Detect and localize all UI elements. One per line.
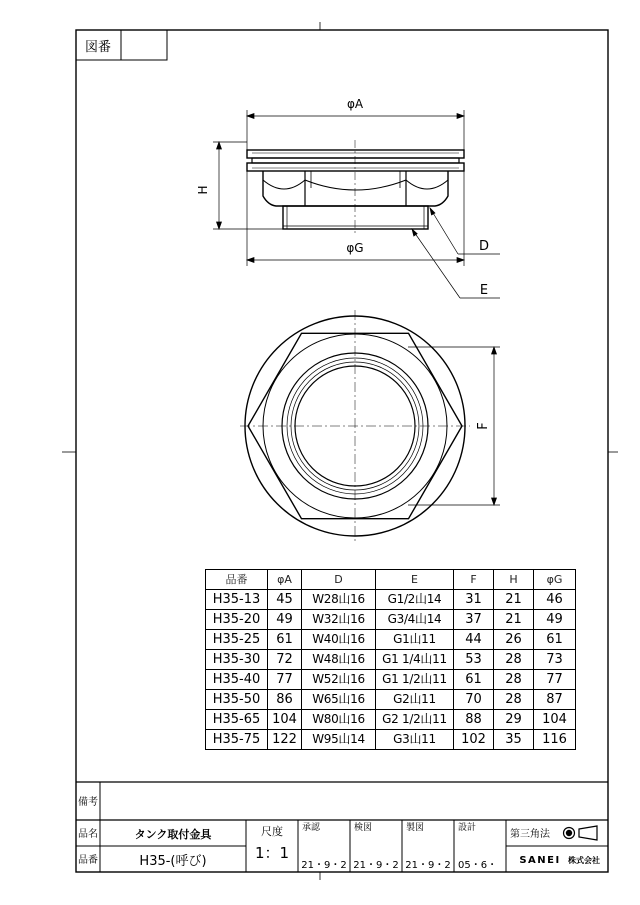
cell-e: G2山11 bbox=[376, 690, 454, 710]
cell-f: 31 bbox=[454, 590, 494, 610]
cell-h: 21 bbox=[494, 590, 534, 610]
cell-a: 45 bbox=[268, 590, 302, 610]
table-row bbox=[206, 730, 576, 750]
part-no-value: H35-(呼び) bbox=[139, 854, 207, 869]
design-label: 設計 bbox=[458, 823, 477, 833]
dim-label-h: H bbox=[196, 185, 210, 195]
cell-f: 53 bbox=[454, 650, 494, 670]
dim-label-e: E bbox=[479, 283, 489, 298]
table-header-row bbox=[206, 570, 576, 590]
table-row bbox=[206, 710, 576, 730]
third-angle-projection-icon bbox=[564, 826, 598, 840]
cell-g: 77 bbox=[534, 670, 576, 690]
cell-d: W95山14 bbox=[302, 730, 376, 750]
table-row bbox=[206, 670, 576, 690]
cell-e: G3/4山14 bbox=[376, 610, 454, 630]
cell-h: 28 bbox=[494, 670, 534, 690]
cell-d: W80山16 bbox=[302, 710, 376, 730]
cell-part-no: H35-25 bbox=[206, 630, 268, 650]
cell-h: 35 bbox=[494, 730, 534, 750]
side-view bbox=[247, 140, 464, 236]
cell-a: 72 bbox=[268, 650, 302, 670]
cell-d: W52山16 bbox=[302, 670, 376, 690]
col-header-e: E bbox=[376, 570, 454, 590]
col-header-part-no: 品番 bbox=[206, 570, 268, 590]
company-suffix: 株式会社 bbox=[568, 856, 600, 865]
cell-f: 44 bbox=[454, 630, 494, 650]
approved-label: 承認 bbox=[302, 823, 321, 833]
col-header-d: D bbox=[302, 570, 376, 590]
cell-f: 102 bbox=[454, 730, 494, 750]
drawn-date: 21・9・2 bbox=[405, 860, 451, 871]
col-header-a: φA bbox=[268, 570, 302, 590]
cell-part-no: H35-30 bbox=[206, 650, 268, 670]
cell-g: 73 bbox=[534, 650, 576, 670]
col-header-h: H bbox=[494, 570, 534, 590]
cell-part-no: H35-65 bbox=[206, 710, 268, 730]
dim-label-f: F bbox=[476, 422, 491, 430]
cell-f: 61 bbox=[454, 670, 494, 690]
cell-g: 116 bbox=[534, 730, 576, 750]
product-name: タンク取付金具 bbox=[134, 828, 212, 841]
cell-e: G1/2山14 bbox=[376, 590, 454, 610]
side-view-dimensions bbox=[213, 110, 500, 298]
cell-e: G1山11 bbox=[376, 630, 454, 650]
remarks-label: 備考 bbox=[78, 797, 98, 808]
cell-d: W28山16 bbox=[302, 590, 376, 610]
cell-part-no: H35-75 bbox=[206, 730, 268, 750]
cell-g: 49 bbox=[534, 610, 576, 630]
dim-label-g: φG bbox=[346, 241, 364, 255]
cell-g: 61 bbox=[534, 630, 576, 650]
cell-h: 29 bbox=[494, 710, 534, 730]
cell-g: 104 bbox=[534, 710, 576, 730]
col-header-f: F bbox=[454, 570, 494, 590]
table-row bbox=[206, 630, 576, 650]
cell-part-no: H35-40 bbox=[206, 670, 268, 690]
cell-e: G1 1/4山11 bbox=[376, 650, 454, 670]
projection-label: 第三角法 bbox=[510, 829, 550, 840]
approved-date: 21・9・2 bbox=[301, 860, 347, 871]
cell-part-no: H35-13 bbox=[206, 590, 268, 610]
spec-table bbox=[205, 569, 576, 750]
scale-label: 尺度 bbox=[261, 825, 283, 838]
cell-h: 28 bbox=[494, 650, 534, 670]
scale-value: 1：1 bbox=[254, 844, 290, 862]
cell-a: 49 bbox=[268, 610, 302, 630]
table-row bbox=[206, 590, 576, 610]
plan-view bbox=[240, 310, 470, 542]
cell-d: W40山16 bbox=[302, 630, 376, 650]
checked-label: 検図 bbox=[354, 823, 373, 833]
cell-h: 21 bbox=[494, 610, 534, 630]
cell-a: 77 bbox=[268, 670, 302, 690]
cell-d: W48山16 bbox=[302, 650, 376, 670]
cell-e: G2 1/2山11 bbox=[376, 710, 454, 730]
design-date: 05・6・ bbox=[458, 860, 498, 871]
dim-label-d: D bbox=[478, 239, 490, 254]
part-no-label: 品番 bbox=[78, 855, 98, 866]
dim-label-a: φA bbox=[346, 97, 364, 111]
cell-a: 104 bbox=[268, 710, 302, 730]
cell-f: 88 bbox=[454, 710, 494, 730]
cell-e: G1 1/2山11 bbox=[376, 670, 454, 690]
checked-date: 21・9・2 bbox=[353, 860, 399, 871]
company-name: SANEI bbox=[519, 855, 561, 866]
cell-a: 86 bbox=[268, 690, 302, 710]
cell-g: 46 bbox=[534, 590, 576, 610]
table-row bbox=[206, 690, 576, 710]
cell-f: 70 bbox=[454, 690, 494, 710]
table-row bbox=[206, 610, 576, 630]
cell-h: 28 bbox=[494, 690, 534, 710]
col-header-g: φG bbox=[534, 570, 576, 590]
cell-a: 122 bbox=[268, 730, 302, 750]
cell-h: 26 bbox=[494, 630, 534, 650]
table-row bbox=[206, 650, 576, 670]
cell-d: W32山16 bbox=[302, 610, 376, 630]
drawn-label: 製図 bbox=[406, 823, 425, 833]
drawing-no-label: 図番 bbox=[84, 40, 112, 55]
cell-part-no: H35-20 bbox=[206, 610, 268, 630]
cell-g: 87 bbox=[534, 690, 576, 710]
cell-f: 37 bbox=[454, 610, 494, 630]
cell-part-no: H35-50 bbox=[206, 690, 268, 710]
name-label: 品名 bbox=[78, 829, 98, 840]
cell-a: 61 bbox=[268, 630, 302, 650]
cell-e: G3山11 bbox=[376, 730, 454, 750]
cell-d: W65山16 bbox=[302, 690, 376, 710]
